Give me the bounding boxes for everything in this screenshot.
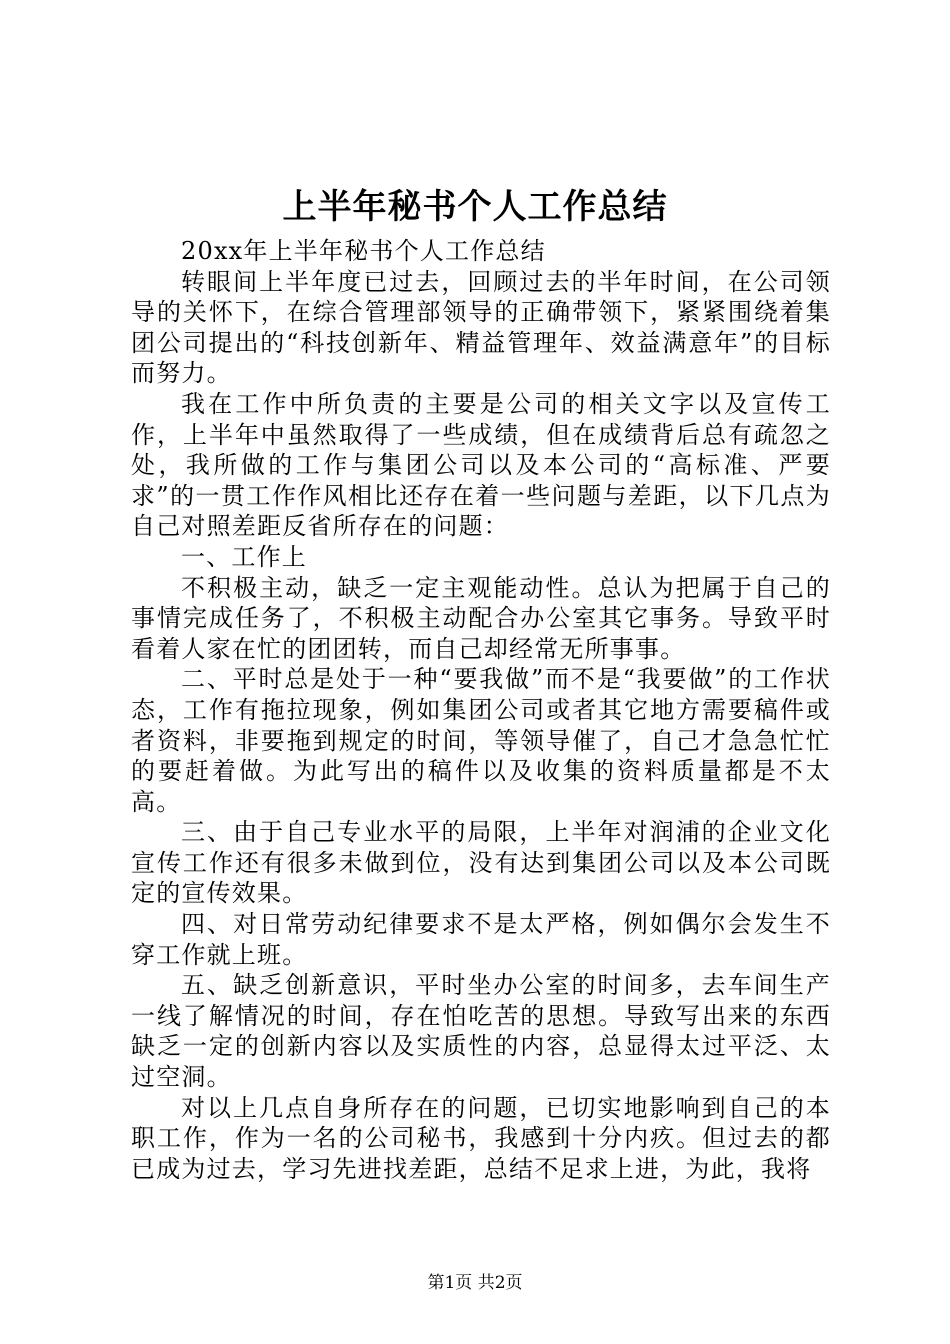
document-body [131,236,831,1184]
document-title: 上半年秘书个人工作总结 [282,187,668,227]
paragraph-responsibilities: 我在工作中所负责的主要是公司的相关文字以及宣传工作，上半年中虽然取得了一些成绩，但在成绩背后总有疏忽之处，我所做的工作与集团公司以及本公司的“高标准、严要求”的一贯工作作风相比还存在着一些问题与差距，以下几点为自己对照差距反省所存在的问题： [131,389,831,541]
page-footer: 第1页 共2页 [427,1273,523,1293]
paragraph-subtitle: 20xx年上半年秘书个人工作总结 [181,237,546,265]
paragraph-issue-5: 五、缺乏创新意识，平时坐办公室的时间多，去车间生产一线了解情况的时间，存在怕吃苦的思想。导致写出来的东西缺乏一定的创新内容以及实质性的内容，总显得太过平泛、太过空洞。 [131,971,831,1092]
paragraph-issue-4: 四、对日常劳动纪律要求不是太严格，例如偶尔会发生不穿工作就上班。 [131,910,831,969]
paragraph-issue-3: 三、由于自己专业水平的局限，上半年对润浦的企业文化宣传工作还有很多未做到位，没有达到集团公司以及本公司既定的宣传效果。 [131,818,831,908]
paragraph-reflection: 对以上几点自身所存在的问题，已切实地影响到自己的本职工作，作为一名的公司秘书，我感到十分内疚。但过去的都已成为过去，学习先进找差距，总结不足求上进，为此，我将 [131,1093,831,1183]
paragraph-intro: 转眼间上半年度已过去，回顾过去的半年时间，在公司领导的关怀下，在综合管理部领导的正确带领下，紧紧围绕着集团公司提出的“科技创新年、精益管理年、效益满意年”的目标而努力。 [131,267,831,388]
paragraph-issue-1: 不积极主动，缺乏一定主观能动性。总认为把属于自己的事情完成任务了，不积极主动配合办公室其它事务。导致平时看着人家在忙的团团转，而自己却经常无所事事。 [131,573,831,663]
paragraph-issue-2: 二、平时总是处于一种“要我做”而不是“我要做”的工作状态，工作有拖拉现象，例如集团公司或者其它地方需要稿件或者资料，非要拖到规定的时间，等领导催了，自己才急急忙忙的要赶着做。为此写出的稿件以及收集的资料质量都是不太高。 [131,665,831,816]
paragraph-heading-work: 一、工作上 [181,542,307,571]
